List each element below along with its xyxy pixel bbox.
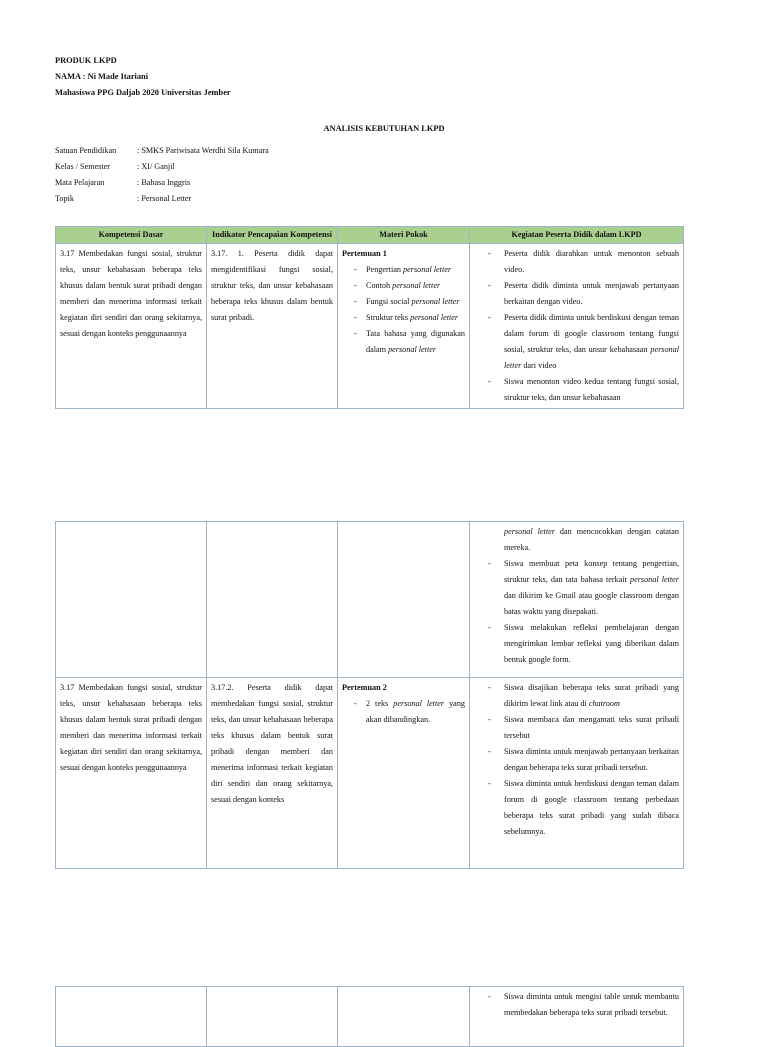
materi-cell (338, 244, 470, 409)
doc-header-product: PRODUK LKPD (55, 56, 117, 65)
kd-cell-empty (56, 522, 207, 678)
materi-cell (338, 678, 470, 869)
info-row-kelas (55, 162, 175, 171)
list-item: - Siswa diminta untuk menjawab pertanyaan berkaitan dengan beberapa teks surat pribadi tersebut. (474, 744, 679, 776)
ipk-cell-empty (207, 522, 338, 678)
analysis-table-part-2 (55, 521, 684, 869)
ipk-number: 3.17. (211, 249, 228, 258)
list-item: - Pengertian personal letter (342, 262, 465, 278)
doc-header-name: NAMA : Ni Made Itariani (55, 72, 149, 81)
table-row (56, 244, 684, 409)
list-item: - Siswa disajikan beberapa teks surat pribadi yang dikirim lewat link atau di chatroom (474, 680, 679, 712)
list-item: - Fungsi social personal letter (342, 294, 465, 310)
list-item: - Siswa diminta untuk berdiskusi dengan teman dalam forum di google classroom tentang perbedaan beberapa teks surat pribadi yang sudah dibaca sebelumnya. (474, 776, 679, 840)
kd-text: 3.17 Membedakan fungsi sosial, struktur teks, unsur kebahasaan beberapa teks khusus dalam bentuk surat pribadi dengan memberi dan menerima informasi terkait kegiatan diri sendiri dan orang sekitarnya, sesuai dengan konteks penggunaannya (60, 683, 202, 772)
ipk-cell-empty (207, 987, 338, 1047)
kegiatan-cell (470, 244, 684, 409)
list-item: - Tata bahasa yang digunakan dalam personal letter (342, 326, 465, 358)
list-item: - Siswa membuat peta konsep tentang pengertian, struktur teks, dan tata bahasa terkait personal letter dan dikirim ke Gmail atau google classroom dengan batas waktu yang disepakati. (474, 556, 679, 620)
kegiatan-continuation: personal letter dan mencocokkan dengan catatan mereka. (504, 527, 679, 552)
kegiatan-cell (470, 522, 684, 678)
ipk-text: Peserta didik dapat membedakan fungsi sosial, struktur teks, dan unsur kebahasaan beberapa teks khusus dalam bentuk surat pribadi dengan memberi dan menerima informasi terkait kegiatan diri sendiri dan orang sekitarnya, sesuai dengan konteks (211, 683, 333, 804)
list-item: - Siswa diminta untuk mengisi table untuk membantu membedakan beberapa teks surat pribadi tersebut. (474, 989, 679, 1021)
kd-text: 3.17 Membedakan fungsi sosial, struktur teks, unsur kebahasaan beberapa teks khusus dalam bentuk surat pribadi dengan memberi dan menerima informasi terkait kegiatan diri sendiri dan orang sekitarnya, sesuai dengan konteks penggunaannya (60, 249, 202, 338)
list-item: - Siswa menonton video kedua tentang fungsi sosial, struktur teks, dan unsur kebahasaan (474, 374, 679, 406)
info-label: Kelas / Semester (55, 162, 111, 171)
analysis-table-part-1 (55, 226, 684, 409)
info-label: Mata Pelajaran (55, 178, 105, 187)
analysis-table-part-3 (55, 986, 684, 1047)
list-item: - Peserta didik diarahkan untuk menonton sebuah video. (474, 246, 679, 278)
kd-cell (56, 678, 207, 869)
info-row-satuan (55, 146, 269, 155)
list-item: - Struktur teks personal letter (342, 310, 465, 326)
table-row (56, 987, 684, 1047)
kd-cell (56, 244, 207, 409)
kd-cell-empty (56, 987, 207, 1047)
list-item: - Peserta didik diminta untuk berdiskusi dengan teman dalam forum di google classroom tentang fungsi sosial, struktur teks, dan unsur kebahasaan personal letter dari video (474, 310, 679, 374)
materi-title: Pertemuan 1 (342, 249, 387, 258)
info-value: : SMKS Pariwisata Werdhi Sila Kumara (137, 146, 269, 155)
table-row (56, 522, 684, 678)
ipk-cell (207, 244, 338, 409)
kegiatan-cell (470, 987, 684, 1047)
col-header-kegiatan: Kegiatan Peserta Didik dalam LKPD (470, 227, 684, 244)
list-item: - Peserta didik diminta untuk menjawab pertanyaan berkaitan dengan video. (474, 278, 679, 310)
info-value: : Personal Letter (137, 194, 192, 203)
col-header-kd: Kompetensi Dasar (56, 227, 207, 244)
info-row-topik (55, 194, 191, 203)
table-row (56, 678, 684, 869)
list-item: - 2 teks personal letter yang akan dibandingkan. (342, 696, 465, 728)
doc-header-affiliation: Mahasiswa PPG Daljab 2020 Universitas Jember (55, 88, 231, 97)
kegiatan-cell (470, 678, 684, 869)
info-value: : XI/ Ganjil (137, 162, 175, 171)
col-header-materi: Materi Pokok (338, 227, 470, 244)
info-value: : Bahasa Inggris (137, 178, 191, 187)
col-header-ipk: Indikator Pencapaian Kompetensi (207, 227, 338, 244)
list-item: - Contoh personal letter (342, 278, 465, 294)
materi-cell-empty (338, 987, 470, 1047)
ipk-number: 3.17.2. (211, 683, 234, 692)
ipk-cell (207, 678, 338, 869)
materi-cell-empty (338, 522, 470, 678)
info-label: Satuan Pendidikan (55, 146, 117, 155)
list-item: - Siswa melakukan refleksi pembelajaran dengan mengirimkan lembar refleksi yang diberikan dalam bentuk google form. (474, 620, 679, 668)
info-label: Topik (55, 194, 74, 203)
list-item: - Siswa membaca dan mengamati teks surat pribadi tersebut (474, 712, 679, 744)
ipk-text: 1. Peserta didik dapat mengidentifikasi fungsi sosial, struktur teks, dan unsur kebahasaan beberapa teks khusus dalam bentuk surat pribadi. (211, 249, 333, 322)
doc-title: ANALISIS KEBUTUHAN LKPD (323, 124, 445, 133)
info-row-mapel (55, 178, 190, 187)
materi-title: Pertemuan 2 (342, 683, 387, 692)
